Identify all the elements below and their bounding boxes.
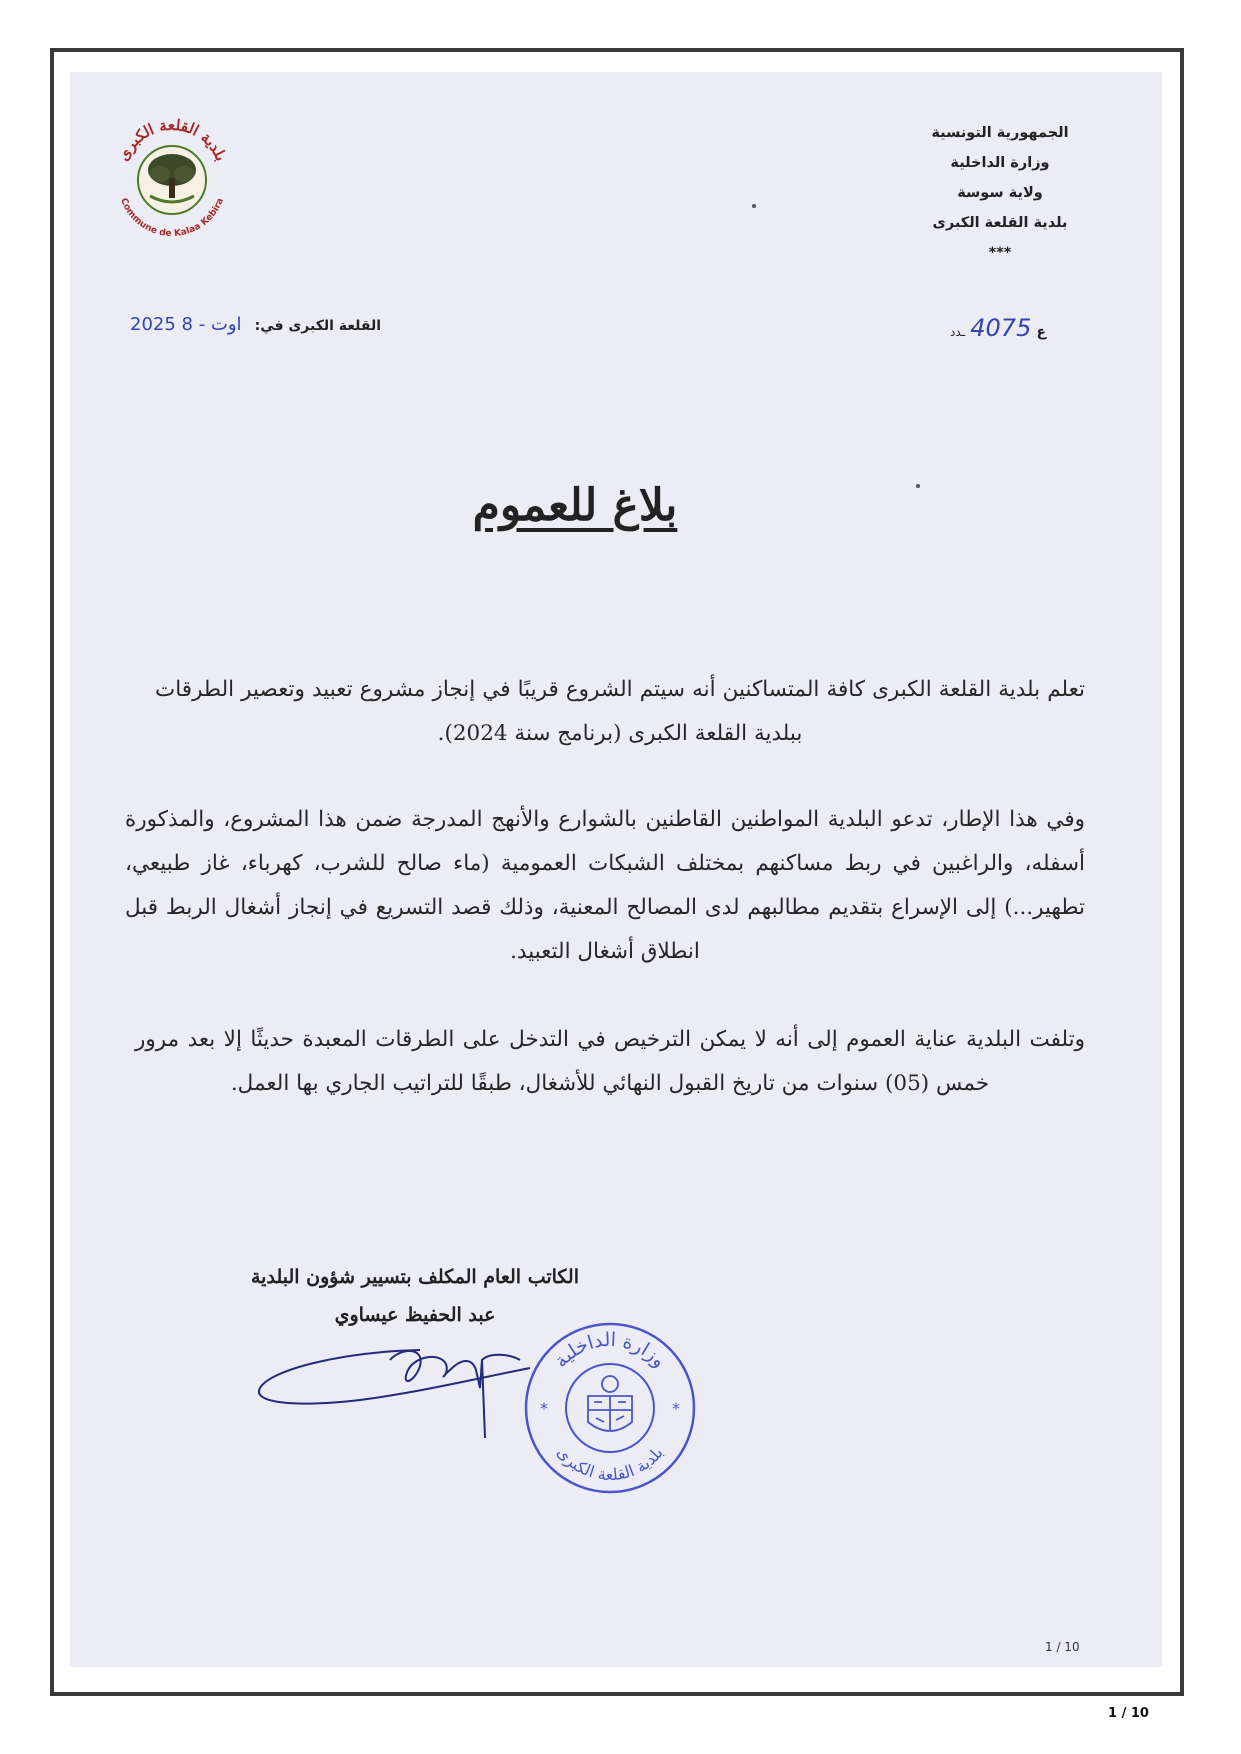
date-line <box>130 314 381 335</box>
svg-text:بلدية القلعة الكبرى: بلدية القلعة الكبرى <box>113 115 231 164</box>
header-line-municipality: بلدية القلعة الكبرى <box>932 215 1068 231</box>
header-separator: *** <box>988 245 1012 261</box>
header-line-governorate: ولاية سوسة <box>957 185 1043 201</box>
reference-handwritten-number: 4075 <box>970 314 1032 342</box>
reference-number <box>950 314 1046 342</box>
date-handwritten: 2025 اوت - 8 <box>130 314 242 335</box>
reference-suffix: ـدد <box>950 325 966 339</box>
paragraph-restriction: وتلفت البلدية عناية العموم إلى أنه لا يمكن الترخيص في التدخل على الطرقات المعبدة حديثًا إلا بعد مرور خمس (05) سنوات من تاريخ القبول النهائي للأشغال، طبقًا للتراتيب الجاري بها العمل. <box>135 1027 1085 1096</box>
scan-speck <box>752 204 756 208</box>
tunisia-coat-of-arms-icon <box>588 1376 632 1431</box>
date-label: القلعة الكبرى في: <box>254 318 382 334</box>
svg-text:بلدية القلعة الكبرى: بلدية القلعة الكبرى <box>553 1442 667 1485</box>
municipality-logo <box>102 108 242 248</box>
header-block <box>900 118 1100 268</box>
page-number-inner: 1 / 10 <box>1045 1640 1080 1654</box>
svg-text:*: * <box>540 1399 548 1418</box>
scan-speck <box>916 484 920 488</box>
reference-prefix: ع <box>1036 324 1047 340</box>
svg-text:Commune de Kalaa Kebira: Commune de Kalaa Kebira <box>118 196 226 240</box>
official-stamp <box>520 1318 700 1498</box>
header-line-republic: الجمهورية التونسية <box>931 125 1069 141</box>
handwritten-signature <box>250 1330 550 1440</box>
svg-text:وزارة الداخلية: وزارة الداخلية <box>549 1328 671 1372</box>
signatory-name: عبد الحفيظ عيساوي <box>334 1304 496 1326</box>
paragraph-invitation: وفي هذا الإطار، تدعو البلدية المواطنين القاطنين بالشوارع والأنهج المدرجة ضمن هذا المشروع، والمذكورة أسفله، والراغبين في ربط مساكنهم بمختلف الشبكات العمومية (ماء صالح للشرب، كهرباء، غاز طبيعي، تطهير...) إلى الإسراع بتقديم مطالبهم لدى المصالح المعنية، وذلك قصد التسريع في إنجاز أشغال الربط قبل انطلاق أشغال التعبيد. <box>125 807 1085 964</box>
signatory-role: الكاتب العام المكلف بتسيير شؤون البلدية <box>251 1266 579 1288</box>
paragraph-announcement: تعلم بلدية القلعة الكبرى كافة المتساكنين أنه سيتم الشروع قريبًا في إنجاز مشروع تعبيد وتعصير الطرقات ببلدية القلعة الكبرى (برنامج سنة 2024). <box>155 677 1085 746</box>
document-title: بلاغ للعموم <box>472 480 678 531</box>
page-number-outer: 1 / 10 <box>1108 1706 1149 1721</box>
header-line-ministry: وزارة الداخلية <box>950 155 1050 171</box>
svg-text:*: * <box>672 1399 680 1418</box>
